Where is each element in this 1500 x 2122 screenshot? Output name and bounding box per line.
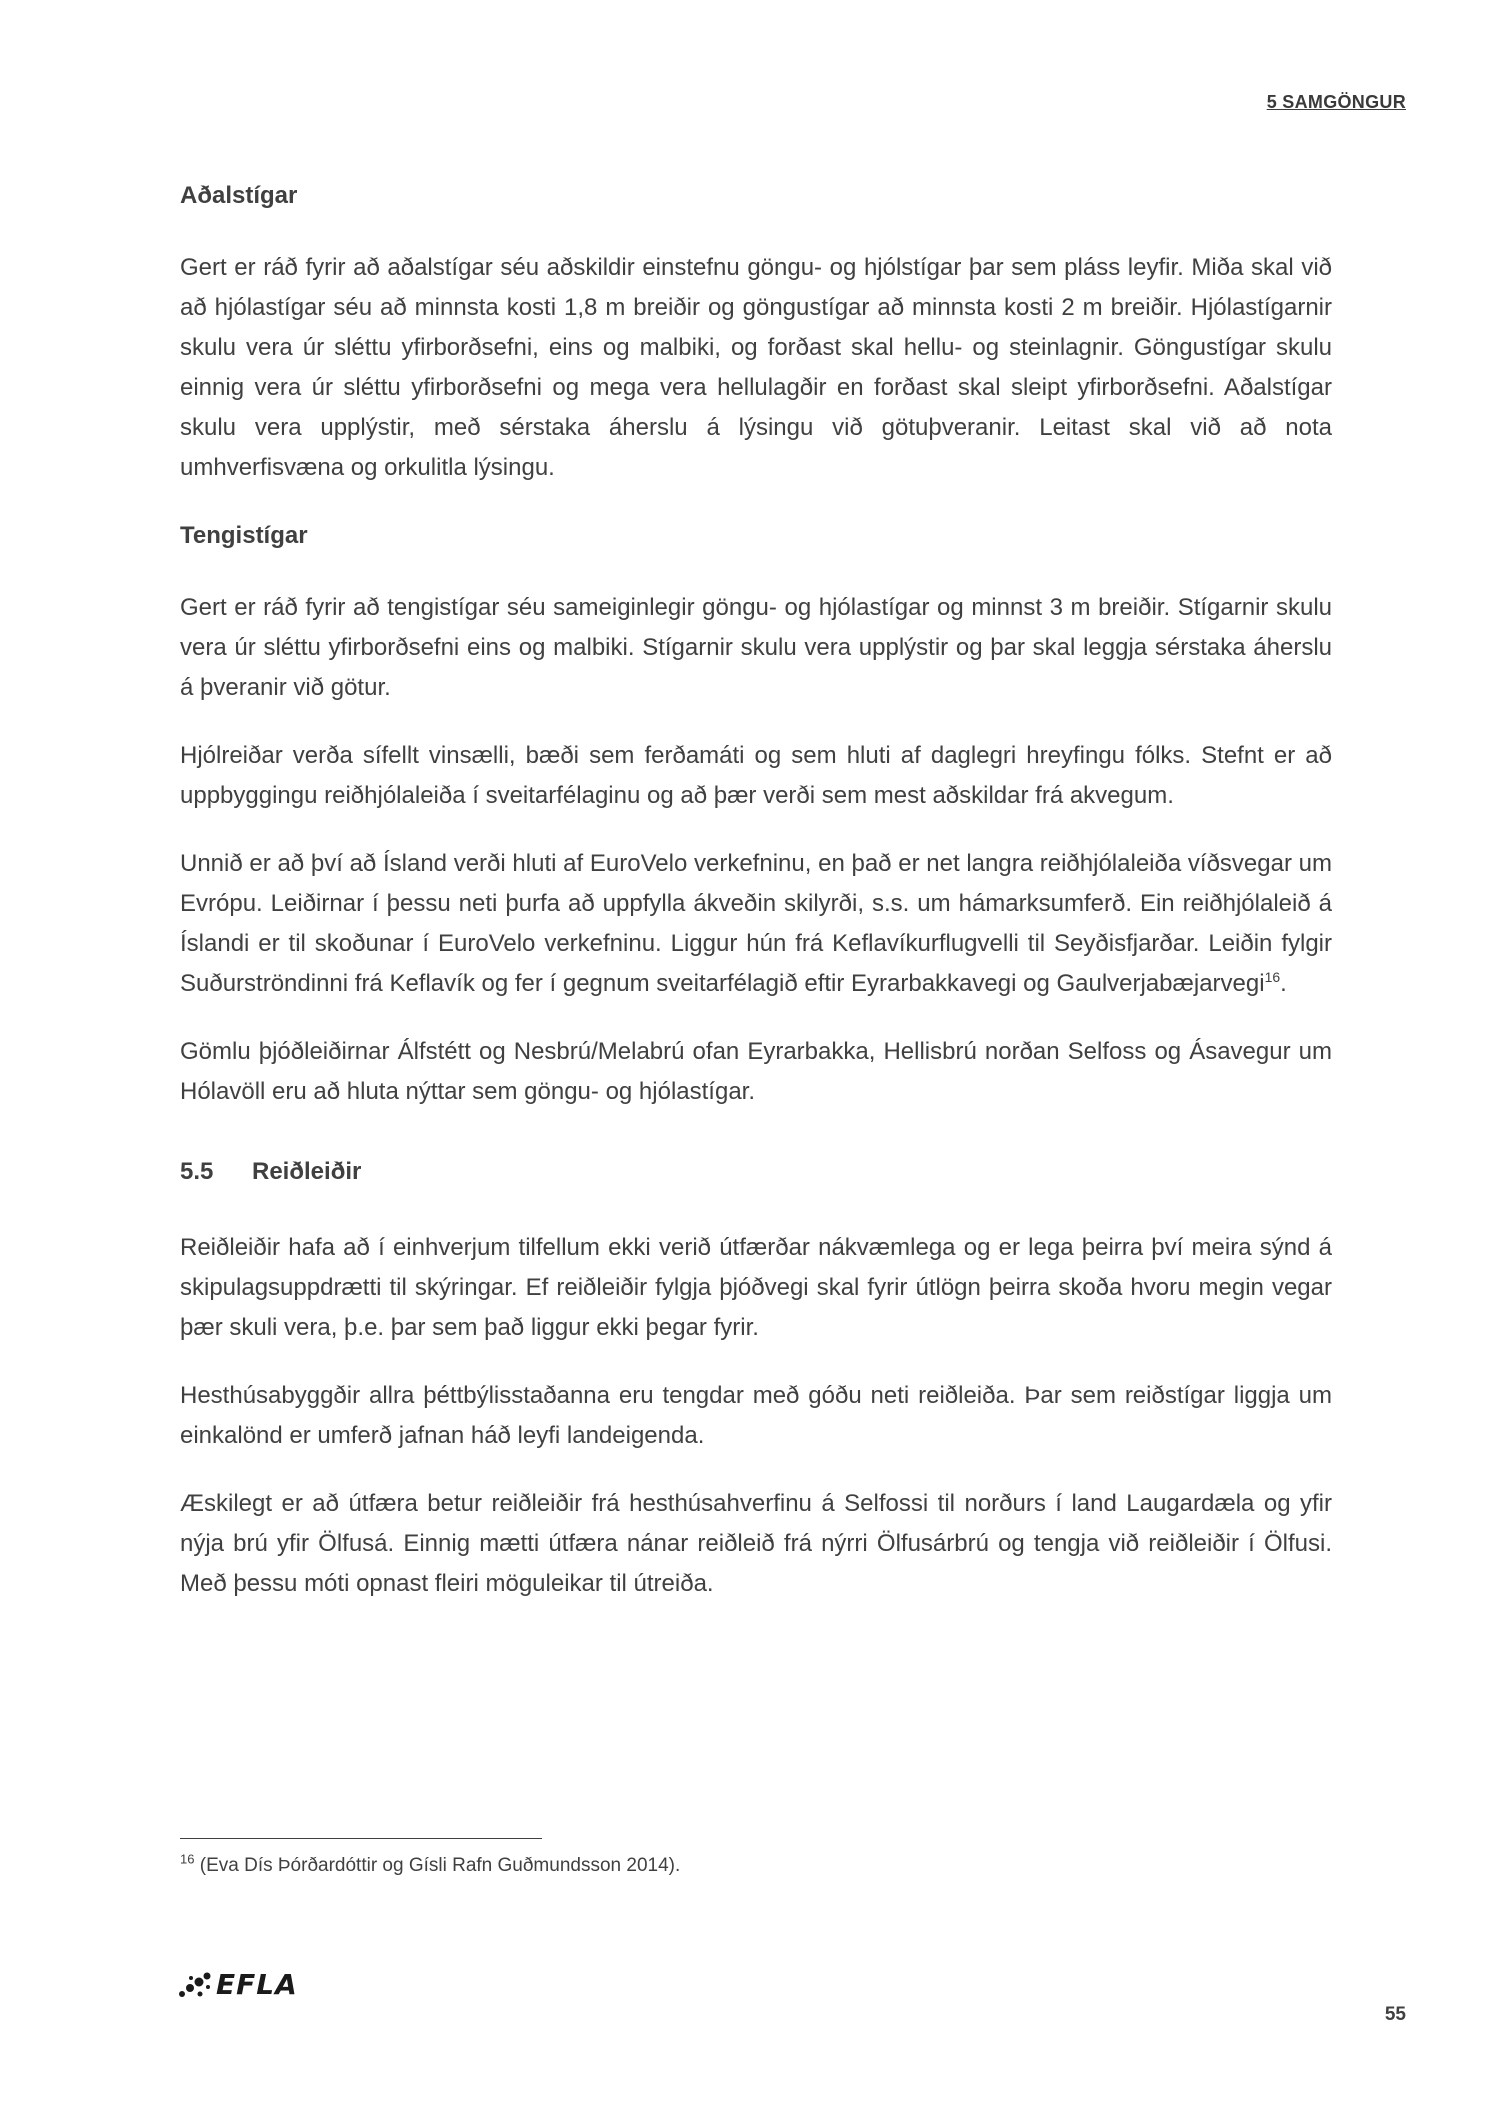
- footnote-reference[interactable]: 16: [1264, 969, 1281, 985]
- paragraph: Hesthúsabyggðir allra þéttbýlisstaðanna eru tengdar með góðu neti reiðleiða. Þar sem reiðstígar liggja um einkalönd er umferð jafnan háð leyfi landeigenda.: [180, 1382, 1332, 1449]
- paragraph: [180, 844, 1332, 1004]
- page-body: [180, 176, 1332, 1632]
- section-number: 5.5: [180, 1158, 214, 1185]
- heading-tengistigar: Tengistígar: [180, 522, 308, 549]
- logo-text: EFLA: [216, 1968, 298, 2001]
- section-heading-reidleidir: [180, 1152, 1332, 1192]
- footnote-divider: [180, 1838, 542, 1839]
- paragraph: Gert er ráð fyrir að tengistígar séu sameiginlegir göngu- og hjólastígar og minnst 3 m breiðir. Stígarnir skulu vera úr sléttu yfirborðsefni eins og malbiki. Stígarnir skulu vera upplýstir og þar skal leggja sérstaka áherslu á þveranir við götur.: [180, 594, 1332, 701]
- paragraph-text: Unnið er að því að Ísland verði hluti af EuroVelo verkefninu, en það er net langra reiðhjólaleiða víðsvegar um Evrópu. Leiðirnar í þessu neti þurfa að uppfylla ákveðin skilyrði, s.s. um hámarksumferð. Ein reiðhjólaleið á Íslandi er til skoðunar í EuroVelo verkefninu. Liggur hún frá Keflavíkurflugvelli til Seyðisfjarðar. Leiðin fylgir Suðurströndinni frá Keflavík og fer í gegnum sveitarfélagið eftir Eyrarbakkavegi og Gaulverjabæjarvegi: [180, 850, 1332, 997]
- paragraph: Gömlu þjóðleiðirnar Álfstétt og Nesbrú/Melabrú ofan Eyrarbakka, Hellisbrú norðan Selfoss og Ásavegur um Hólavöll eru að hluta nýttar sem göngu- og hjólastígar.: [180, 1038, 1332, 1105]
- paragraph: Gert er ráð fyrir að aðalstígar séu aðskildir einstefnu göngu- og hjólstígar þar sem pláss leyfir. Miða skal við að hjólastígar séu að minnsta kosti 1,8 m breiðir og göngustígar að minnsta kosti 2 m breiðir. Hjólastígarnir skulu vera úr sléttu yfirborðsefni, eins og malbiki, og forðast skal hellu- og steinlagnir. Göngustígar skulu einnig vera úr sléttu yfirborðsefni og mega vera hellulagðir en forðast skal sleipt yfirborðsefni. Aðalstígar skulu vera upplýstir, með sérstaka áherslu á lýsingu við götuþveranir. Leitast skal við að nota umhverfisvæna og orkulitla lýsingu.: [180, 254, 1332, 481]
- page-number: 55: [1384, 2004, 1406, 2025]
- footnote-number: 16: [180, 1851, 195, 1867]
- heading-adalstigar: Aðalstígar: [180, 182, 298, 209]
- efla-dots-icon: [178, 1970, 212, 2000]
- paragraph: Reiðleiðir hafa að í einhverjum tilfellum ekki verið útfærðar nákvæmlega og er lega þeirra því meira sýnd á skipulagsuppdrætti til skýringar. Ef reiðleiðir fylgja þjóðvegi skal fyrir útlögn þeirra skoða hvoru megin vegar þær skuli vera, þ.e. þar sem það liggur ekki þegar fyrir.: [180, 1234, 1332, 1341]
- efla-logo: [178, 1968, 298, 2001]
- paragraph: Hjólreiðar verða sífellt vinsælli, bæði sem ferðamáti og sem hluti af daglegri hreyfingu fólks. Stefnt er að uppbyggingu reiðhjólaleiða í sveitarfélaginu og að þær verði sem mest aðskildar frá akvegum.: [180, 742, 1332, 809]
- chapter-header: 5 SAMGÖNGUR: [1266, 92, 1406, 112]
- footnote-text: (Eva Dís Þórðardóttir og Gísli Rafn Guðmundsson 2014).: [194, 1855, 681, 1876]
- paragraph-end: .: [1280, 970, 1287, 997]
- section-title: Reiðleiðir: [252, 1158, 362, 1185]
- paragraph: Æskilegt er að útfæra betur reiðleiðir frá hesthúsahverfinu á Selfossi til norðurs í land Laugardæla og yfir nýja brú yfir Ölfusá. Einnig mætti útfæra nánar reiðleið frá nýrri Ölfusárbrú og tengja við reiðleiðir í Ölfusi. Með þessu móti opnast fleiri möguleikar til útreiða.: [180, 1490, 1332, 1597]
- footnote: [180, 1852, 680, 1880]
